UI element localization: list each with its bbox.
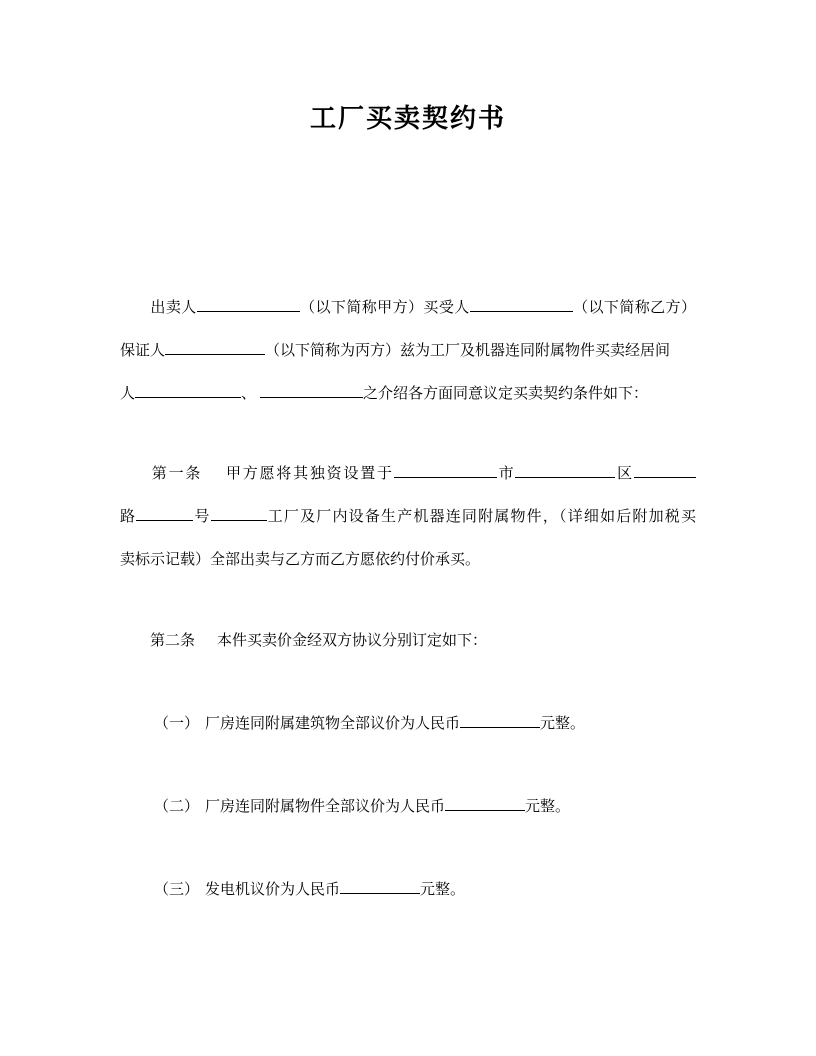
preamble-line-1 [120,297,696,317]
factory-blank [211,506,267,521]
number-label: 号 [193,507,211,525]
preamble-line-3 [120,383,648,403]
district-label: 区 [615,464,634,482]
guarantor-label: 保证人 [120,341,166,359]
number-blank [136,506,193,521]
amount-blank [445,796,525,811]
guarantor-note: （以下简称为丙方）兹为工厂及机器连同附属物件买卖经居间 [265,341,671,359]
city-blank [394,463,497,478]
article-1-line-3 [120,549,480,569]
road-blank [634,463,696,478]
buyer-label: （以下简称甲方）买受人 [299,298,470,316]
item-number: （三） [154,880,200,898]
item-number: （一） [154,714,200,732]
article-2-label: 第二条 [150,631,196,649]
item-unit: 元整。 [525,797,571,815]
preamble-line-2 [120,340,670,360]
seller-blank [197,297,300,312]
article-1-label: 第一条 [150,464,203,482]
buyer-note: （以下简称乙方） [572,298,696,316]
buyer-blank [470,297,573,312]
preamble-ending: 之介绍各方面同意议定买卖契约条件如下： [363,384,649,402]
city-label: 市 [496,464,516,482]
item-text: 厂房连同附属建筑物全部议价为人民币 [205,714,461,732]
article-2-text: 本件买卖价金经双方协议分别订定如下： [217,631,488,649]
broker-blank-2 [260,383,363,398]
item-number: （二） [154,797,200,815]
broker-separator: 、 [241,384,257,402]
seller-label: 出卖人 [150,298,197,316]
item-unit: 元整。 [540,714,586,732]
article-1-text-a: 甲方愿将其独资设置于 [224,464,394,482]
broker-label: 人 [120,384,136,402]
road-label: 路 [120,507,137,525]
document-title: 工厂买卖契约书 [309,104,506,134]
broker-blank-1 [135,383,241,398]
amount-blank [460,713,540,728]
item-text: 发电机议价为人民币 [205,880,341,898]
amount-blank [340,879,420,894]
price-item-3 [120,879,465,899]
guarantor-blank [165,340,265,355]
article-2-line [120,630,487,650]
article-1-line-2 [120,506,696,526]
article-1-line-1 [120,463,696,483]
article-1-text-c: 工厂及厂内设备生产机器连同附属物件，（详细如后附加税买 [266,507,696,525]
price-item-1 [120,713,585,733]
item-unit: 元整。 [420,880,466,898]
price-item-2 [120,796,570,816]
district-blank [515,463,615,478]
article-1-text-end: 卖标示记载）全部出卖与乙方而乙方愿依约付价承买。 [120,550,481,568]
item-text: 厂房连同附属物件全部议价为人民币 [205,797,446,815]
